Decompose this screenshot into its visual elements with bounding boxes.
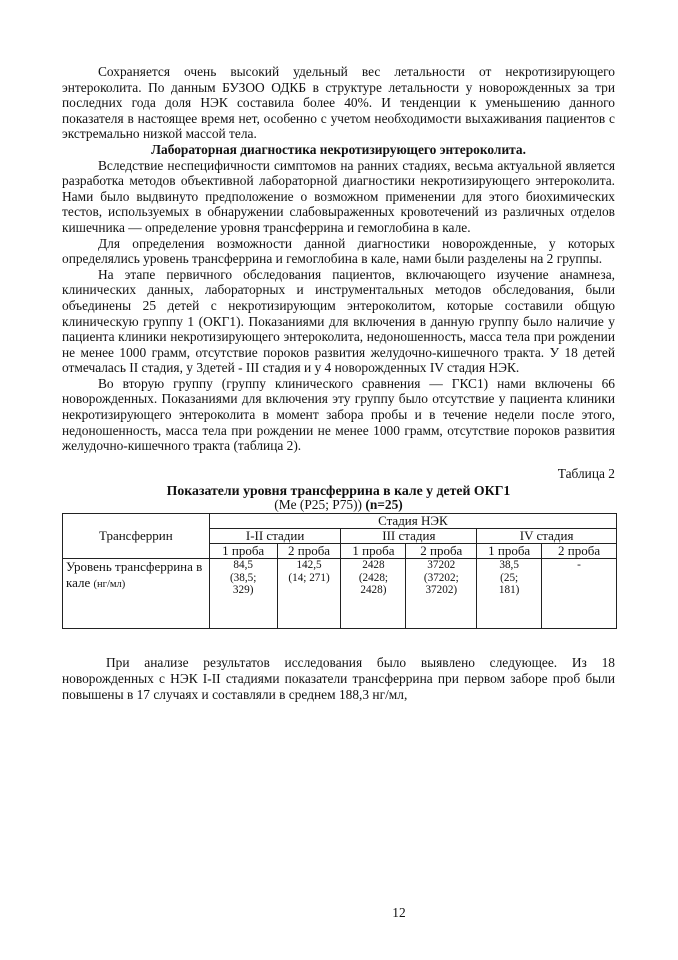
table-cell: -	[542, 559, 617, 629]
section-heading: Лабораторная диагностика некротизирующего энтероколита.	[151, 141, 526, 157]
table-cell: 38,5 (25; 181)	[477, 559, 542, 629]
row-label: Уровень трансферрина в кале	[66, 559, 203, 591]
header-sample: 1 проба	[477, 544, 542, 559]
table-number: Таблица 2	[557, 465, 615, 481]
table-cell: 142,5 (14; 271)	[277, 559, 341, 629]
transferrin-table	[62, 513, 617, 629]
header-sample: 2 проба	[277, 544, 341, 559]
table-subtitle-stats: (Me (P25; P75))	[274, 497, 363, 513]
table-subtitle-n: (n=25)	[365, 497, 403, 513]
header-sample: 2 проба	[406, 544, 477, 559]
row-label-cell	[63, 559, 210, 629]
paragraph-results: При анализе результатов исследования было выявлено следующее. Из 18 новорожденных с НЭК I-II стадиями показатели трансферрина при первом заборе проб были повышены в 17 случаях и составляли в среднем 188,3 нг/мл,	[62, 655, 615, 702]
header-sample: 1 проба	[209, 544, 277, 559]
paragraph-nonspecific: Вследствие неспецифичности симптомов на ранних стадиях, весьма актуальной является разработка методов объективной лабораторной диагностики некротизирующего энтероколита. Нами было выдвинуто предположение о возможном применении для этого биохимических тестов, используемых в обнаружении слабовыраженных кровотечений из различных отделов кишечника — определение уровня трансферрина и гемоглобина в кале.	[62, 157, 615, 235]
table-subtitle	[62, 498, 615, 512]
header-stage-group: Стадия НЭК	[209, 514, 616, 529]
page-number: 12	[392, 905, 406, 920]
paragraph-lethality: Сохраняется очень высокий удельный вес летальности от некротизирующего энтероколита. По данным БУЗОО ОДКБ в структуре летальности у новорожденных за три последних года доля НЭК составила более 40%. И тенденции к уменьшению данного показателя в настоящее время нет, особенно с учетом необходимости выхаживания пациентов с экстремально низкой массой тела.	[62, 64, 615, 142]
document-page	[62, 64, 615, 702]
paragraph-groups: Для определения возможности данной диагностики новорожденные, у которых определялись уровень трансферрина и гемоглобина в кале, нами были разделены на 2 группы.	[62, 235, 615, 267]
header-stage-1-2: I-II стадии	[209, 529, 341, 544]
header-sample: 2 проба	[542, 544, 617, 559]
table-cell: 37202 (37202; 37202)	[406, 559, 477, 629]
header-sample: 1 проба	[341, 544, 406, 559]
paragraph-group-1: На этапе первичного обследования пациентов, включающего изучение анамнеза, клинических данных, лабораторных и инструментальных методов обследования, были объединены 25 детей с некротизирующим энтероколитом, которые составили общую клиническую группу 1 (ОКГ1). Показаниями для включения в данную группу было наличие у пациента клиники некротизирующего энтероколита, недоношенность, масса тела при рождении не менее 1000 грамм, отсутствие пороков развития желудочно-кишечного тракта. У 18 детей отмечалась II стадия, у 3детей - III стадия и у 4 новорожденных IV стадия НЭК.	[62, 266, 615, 376]
row-unit: (нг/мл)	[93, 579, 126, 591]
table-title: Показатели уровня трансферрина в кале у детей ОКГ1	[166, 483, 511, 499]
header-stage-4: IV стадия	[477, 529, 617, 544]
header-stage-3: III стадия	[341, 529, 477, 544]
paragraph-group-2: Во вторую группу (группу клинического сравнения — ГКС1) нами включены 66 новорожденных. Показаниями для включения эту группу было отсутствие у пациента клиники некротизирующего энтероколита в момент забора пробы и в течение недели после этого, недоношенность, масса тела при рождении не менее 1000 грамм, отсутствие пороков развития желудочно-кишечного тракта (таблица 2).	[62, 375, 615, 454]
header-transferrin: Трансферрин	[63, 514, 210, 559]
table-cell: 84,5 (38,5; 329)	[209, 559, 277, 629]
table-cell: 2428 (2428; 2428)	[341, 559, 406, 629]
